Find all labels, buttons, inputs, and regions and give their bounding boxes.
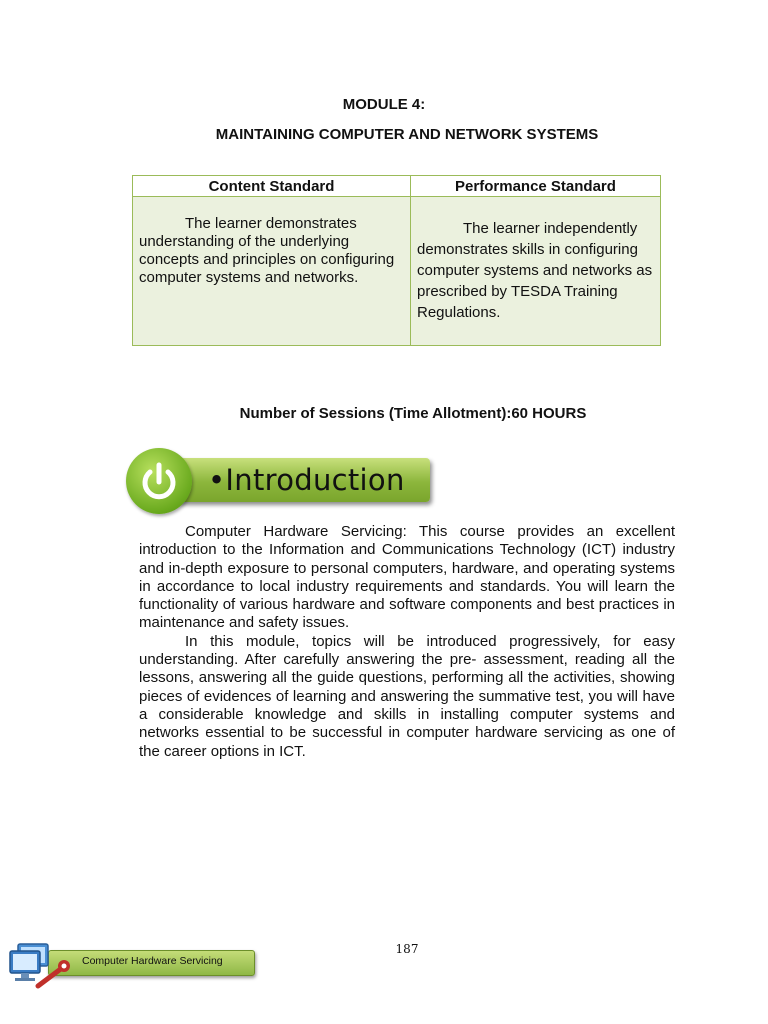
power-icon xyxy=(126,448,192,514)
module-title: MAINTAINING COMPUTER AND NETWORK SYSTEMS xyxy=(215,126,599,143)
introduction-paragraph: Computer Hardware Servicing: This course provides an excellent introduction to the Information and Communications Technology (ICT) industry and in-depth exposure to personal computers, hardware, and operating systems in accordance to local industry requirements and standards. You will learn the functionality of various hardware and software components and best practices in maintenance and safety issues. xyxy=(139,523,675,632)
performance-standard-header: Performance Standard xyxy=(411,176,661,197)
performance-standard-cell xyxy=(411,197,661,346)
content-standard-text: The learner demonstrates understanding of the underlying concepts and principles on configuring computer systems and networks. xyxy=(139,215,395,286)
performance-standard-text: The learner independently demonstrates skills in configuring computer systems and networks as prescribed by TESDA Training Regulations. xyxy=(417,220,653,321)
standards-table xyxy=(132,175,661,346)
standards-table-header-row xyxy=(133,176,661,197)
course-footer-badge xyxy=(8,942,258,992)
sessions-allotment: Number of Sessions (Time Allotment):60 HOURS xyxy=(239,405,587,422)
computer-tools-icon xyxy=(8,942,80,992)
introduction-heading: •Introduction xyxy=(208,463,405,497)
content-standard-cell xyxy=(133,197,411,346)
standards-table-body-row xyxy=(133,197,661,346)
introduction-body xyxy=(139,523,675,761)
module-number: MODULE 4: xyxy=(342,96,426,113)
introduction-banner xyxy=(126,448,436,514)
content-standard-header: Content Standard xyxy=(133,176,411,197)
page-number: 187 xyxy=(395,942,419,956)
introduction-paragraph: In this module, topics will be introduced progressively, for easy understanding. After carefully answering the pre- assessment, reading all the lessons, answering all the guide questions, performing all the activities, showing pieces of evidences of learning and answering the summative test, you will have a considerable knowledge and skills in installing computer systems and networks essential to be successful in computer hardware servicing as one of the career options in ICT. xyxy=(139,632,675,760)
course-footer-label: Computer Hardware Servicing xyxy=(82,955,223,967)
